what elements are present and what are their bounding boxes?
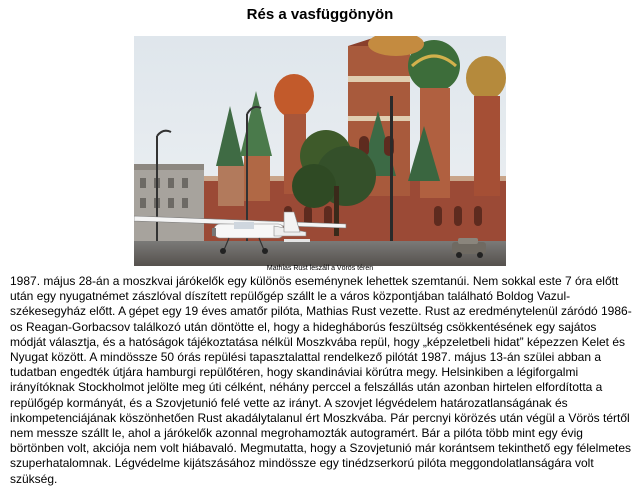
body-paragraph: 1987. május 28-án a moszkvai járókelők egy különös eseménynek lehettek szemtanúi. Nem sokkal este 7 óra előtt után egy nyugatnémet zászlóval díszített repülőgép szállt le a város központjában található Boldog Vazul-székesegyház előtt. A gépet egy 19 éves amatőr pilóta, Mathias Rust vezette. Rust az eredménytelenül záródó 1986-os Reagan-Gorbacsov találkozó után döntötte el, hogy a hidegháborús feszültség csökkentésének egy sajátos módját választja, és a hatóságok tájékoztatása nélkül Moszkvába repül, hogy „képzeletbeli hidat” képezzen Kelet és Nyugat között. A mindössze 50 órás repülési tapasztalattal rendelkező pilótát 1987. május 13-án szülei abban a tudatban engedték útjára hamburgi repülőtéren, hogy skandináviai körútra megy. Helsinkiben a légiforgalmi irányítóknak Stockholmot jelölte meg úti célként, néhány perccel a felszállás után azonban hirtelen elfordította a repülőgép kormányát, és a Szovjetunió felé vette az irányt. A szovjet légvédelem határozatlanságának és inkompetenciájának köszönhetően Rust akadálytalanul ért Moszkvába. Pár percnyi körözés után végül a Vörös tértől nem messze szállt le, ahol a járókelők azonnal megrohamozták autogramért. Bár a pilóta több mint egy évig börtönben volt, akciója nem volt hiábavaló. Megmutatta, hogy a Szovjetunió már korántsem tekinthető egy félelmetes szuperhatalomnak. Légvédelme kijátszásához mindössze egy tinédzserkorú pilóta meggondolatlanságára volt szükség. [10, 274, 632, 486]
page-title: Rés a vasfüggönyön [246, 6, 394, 23]
red-square-plane-photo [134, 36, 506, 266]
image-caption: Mathias Rust leszáll a Vörös téren [266, 265, 374, 272]
